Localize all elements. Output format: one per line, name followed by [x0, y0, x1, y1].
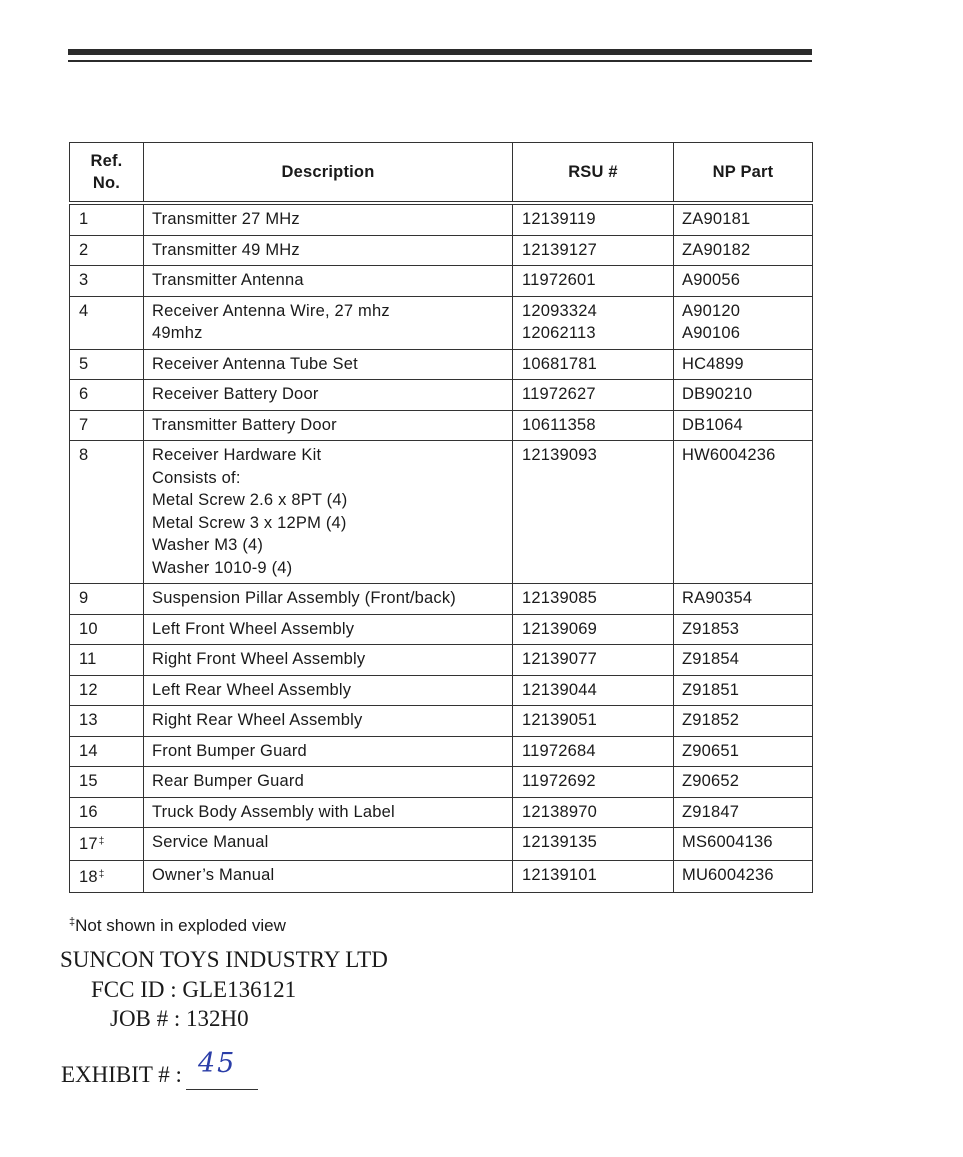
- table-row: [70, 860, 813, 893]
- row-description-line: Transmitter Antenna: [152, 271, 304, 289]
- row-rsu-number-line: 12062113: [522, 324, 596, 342]
- row-np-part-line: MS6004136: [682, 833, 773, 851]
- row-np-part-line: Z91854: [682, 650, 740, 668]
- ref-number: 18: [79, 867, 98, 886]
- row-description-line: 49mhz: [152, 324, 203, 342]
- row-description: [144, 797, 513, 828]
- row-description-line: Washer M3 (4): [152, 536, 264, 554]
- row-np-part: [674, 860, 813, 893]
- ref-number: 16: [79, 802, 98, 821]
- row-rsu-number: [513, 584, 674, 615]
- row-ref-no: [70, 296, 144, 349]
- header-rsu: RSU #: [513, 143, 674, 204]
- row-rsu-number: [513, 349, 674, 380]
- row-rsu-number-line: 10681781: [522, 354, 598, 373]
- row-description-line: Transmitter Battery Door: [152, 415, 337, 434]
- row-description: [144, 203, 513, 235]
- row-np-part-line: A90106: [682, 324, 741, 342]
- row-description-line: Front Bumper Guard: [152, 741, 307, 760]
- row-np-part: [674, 380, 813, 411]
- row-description-line: Left Rear Wheel Assembly: [152, 680, 352, 699]
- exhibit-label: EXHIBIT # :: [61, 1062, 182, 1087]
- row-rsu-number: [513, 797, 674, 828]
- row-description-line: Right Front Wheel Assembly: [152, 650, 366, 668]
- row-description: [144, 349, 513, 380]
- ref-number: 9: [79, 589, 89, 607]
- row-description: [144, 706, 513, 737]
- row-description-line: Washer 1010-9 (4): [152, 558, 293, 577]
- row-np-part-line: HC4899: [682, 354, 744, 373]
- row-description-line: Truck Body Assembly with Label: [152, 802, 395, 821]
- ref-number: 4: [79, 301, 89, 320]
- footnote: [69, 916, 286, 936]
- ref-number: 11: [79, 650, 97, 668]
- row-np-part: [674, 296, 813, 349]
- table-row: [70, 203, 813, 235]
- row-description-line: Service Manual: [152, 833, 269, 851]
- row-ref-no: [70, 380, 144, 411]
- row-np-part: [674, 645, 813, 676]
- row-rsu-number-line: 12093324: [522, 301, 598, 320]
- ref-number: 1: [79, 210, 89, 228]
- row-description-line: Receiver Antenna Wire, 27 mhz: [152, 301, 390, 320]
- row-np-part-line: Z91853: [682, 619, 740, 638]
- row-description-line: Left Front Wheel Assembly: [152, 619, 355, 638]
- row-np-part: [674, 349, 813, 380]
- row-ref-no: [70, 349, 144, 380]
- row-rsu-number-line: 12139127: [522, 240, 598, 259]
- parts-table-body: [70, 203, 813, 893]
- row-ref-no: [70, 410, 144, 441]
- row-ref-no: [70, 235, 144, 266]
- row-rsu-number: [513, 645, 674, 676]
- table-row: [70, 296, 813, 349]
- table-row: [70, 614, 813, 645]
- row-ref-no: [70, 767, 144, 798]
- stamp-job-number: JOB # : 132H0: [110, 1006, 249, 1031]
- row-description: [144, 736, 513, 767]
- footnote-text: Not shown in exploded view: [75, 916, 286, 935]
- row-description: [144, 860, 513, 893]
- row-description-line: Receiver Antenna Tube Set: [152, 354, 358, 373]
- table-row: [70, 441, 813, 584]
- row-ref-no: [70, 266, 144, 297]
- not-shown-marker: ‡: [98, 868, 105, 880]
- row-rsu-number: [513, 828, 674, 861]
- ref-number: 2: [79, 240, 89, 259]
- row-ref-no: [70, 828, 144, 861]
- ref-number: 6: [79, 385, 89, 403]
- row-np-part-line: A90120: [682, 301, 741, 320]
- row-rsu-number: [513, 441, 674, 584]
- row-rsu-number-line: 12138970: [522, 802, 598, 821]
- row-np-part-line: Z90651: [682, 741, 740, 760]
- row-ref-no: [70, 203, 144, 235]
- row-ref-no: [70, 645, 144, 676]
- header-rule-thick: [68, 49, 812, 55]
- row-description-line: Metal Screw 3 x 12PM (4): [152, 513, 347, 532]
- row-rsu-number: [513, 767, 674, 798]
- header-rule-thin: [68, 60, 812, 62]
- table-row: [70, 645, 813, 676]
- table-row: [70, 380, 813, 411]
- row-rsu-number-line: 12139069: [522, 619, 598, 638]
- table-row: [70, 266, 813, 297]
- row-description-line: Owner’s Manual: [152, 865, 275, 884]
- not-shown-marker: ‡: [98, 836, 105, 847]
- row-np-part: [674, 614, 813, 645]
- row-rsu-number-line: 12139119: [522, 210, 596, 228]
- row-np-part-line: Z90652: [682, 772, 740, 790]
- footnote-symbol: ‡: [69, 916, 76, 928]
- row-np-part-line: Z91852: [682, 711, 740, 729]
- row-rsu-number: [513, 706, 674, 737]
- row-np-part-line: Z91847: [682, 802, 740, 821]
- row-rsu-number: [513, 380, 674, 411]
- row-description-line: Consists of:: [152, 468, 241, 487]
- row-np-part-line: DB1064: [682, 415, 743, 434]
- table-row: [70, 767, 813, 798]
- ref-number: 13: [79, 711, 98, 729]
- row-rsu-number-line: 11972684: [522, 741, 596, 760]
- row-description: [144, 410, 513, 441]
- row-np-part: [674, 441, 813, 584]
- table-row: [70, 706, 813, 737]
- row-description: [144, 296, 513, 349]
- table-row: [70, 736, 813, 767]
- row-rsu-number: [513, 235, 674, 266]
- row-ref-no: [70, 614, 144, 645]
- exhibit-underline: [186, 1089, 258, 1091]
- exhibit-line: [61, 1048, 258, 1088]
- row-np-part-line: MU6004236: [682, 865, 774, 884]
- stamp-company-name: SUNCON TOYS INDUSTRY LTD: [60, 947, 388, 972]
- row-rsu-number-line: 11972601: [522, 271, 596, 289]
- parts-table: [69, 142, 813, 893]
- table-row: [70, 797, 813, 828]
- ref-number: 17: [79, 835, 98, 853]
- row-description-line: Metal Screw 2.6 x 8PT (4): [152, 491, 348, 509]
- row-description-line: Transmitter 49 MHz: [152, 240, 300, 259]
- row-description: [144, 380, 513, 411]
- row-rsu-number-line: 12139077: [522, 650, 598, 668]
- row-description-line: Right Rear Wheel Assembly: [152, 711, 363, 729]
- row-ref-no: [70, 736, 144, 767]
- row-np-part: [674, 203, 813, 235]
- ref-number: 7: [79, 415, 89, 434]
- row-description: [144, 675, 513, 706]
- ref-number: 8: [79, 446, 89, 464]
- row-np-part-line: RA90354: [682, 589, 753, 607]
- ref-number: 3: [79, 271, 89, 289]
- row-np-part: [674, 828, 813, 861]
- row-np-part: [674, 736, 813, 767]
- ref-number: 14: [79, 741, 98, 760]
- exhibit-handwritten-number: 45: [197, 1048, 237, 1079]
- row-description-line: Transmitter 27 MHz: [152, 210, 300, 228]
- header-np-part: NP Part: [674, 143, 813, 204]
- row-rsu-number-line: 10611358: [522, 415, 596, 434]
- row-rsu-number-line: 12139044: [522, 680, 598, 699]
- row-np-part-line: HW6004236: [682, 446, 776, 464]
- row-rsu-number-line: 11972627: [522, 385, 596, 403]
- row-rsu-number-line: 11972692: [522, 772, 596, 790]
- row-np-part: [674, 266, 813, 297]
- row-np-part: [674, 235, 813, 266]
- row-np-part: [674, 767, 813, 798]
- row-description-line: Receiver Battery Door: [152, 385, 319, 403]
- table-row: [70, 675, 813, 706]
- row-description: [144, 235, 513, 266]
- row-np-part-line: A90056: [682, 271, 741, 289]
- row-np-part: [674, 675, 813, 706]
- row-description: [144, 266, 513, 297]
- row-rsu-number: [513, 860, 674, 893]
- ref-number: 10: [79, 619, 98, 638]
- row-ref-no: [70, 706, 144, 737]
- row-np-part: [674, 410, 813, 441]
- row-np-part: [674, 706, 813, 737]
- row-description: [144, 584, 513, 615]
- row-np-part: [674, 584, 813, 615]
- row-rsu-number: [513, 736, 674, 767]
- header-ref-no: Ref. No.: [70, 143, 144, 204]
- row-rsu-number-line: 12139135: [522, 833, 598, 851]
- ref-number: 12: [79, 680, 98, 699]
- row-rsu-number-line: 12139093: [522, 446, 598, 464]
- row-description: [144, 767, 513, 798]
- row-rsu-number: [513, 266, 674, 297]
- row-np-part-line: ZA90181: [682, 210, 751, 228]
- table-row: [70, 349, 813, 380]
- row-description-line: Receiver Hardware Kit: [152, 446, 322, 464]
- row-rsu-number-line: 12139051: [522, 711, 598, 729]
- row-np-part-line: DB90210: [682, 385, 753, 403]
- table-row: [70, 235, 813, 266]
- row-ref-no: [70, 797, 144, 828]
- table-row: [70, 584, 813, 615]
- ref-number: 15: [79, 772, 98, 790]
- row-rsu-number: [513, 203, 674, 235]
- parts-table-header-row: [70, 143, 813, 204]
- row-description: [144, 645, 513, 676]
- row-rsu-number: [513, 675, 674, 706]
- company-stamp: [60, 945, 388, 1034]
- row-ref-no: [70, 860, 144, 893]
- table-row: [70, 410, 813, 441]
- row-ref-no: [70, 584, 144, 615]
- row-description: [144, 441, 513, 584]
- row-rsu-number: [513, 410, 674, 441]
- row-rsu-number-line: 12139101: [522, 865, 598, 884]
- row-np-part-line: ZA90182: [682, 240, 751, 259]
- exhibit-blank: [186, 1048, 258, 1088]
- row-np-part: [674, 797, 813, 828]
- row-ref-no: [70, 675, 144, 706]
- row-ref-no: [70, 441, 144, 584]
- row-rsu-number: [513, 296, 674, 349]
- row-rsu-number: [513, 614, 674, 645]
- header-description: Description: [144, 143, 513, 204]
- ref-number: 5: [79, 354, 89, 373]
- table-row: [70, 828, 813, 861]
- stamp-fcc-id: FCC ID : GLE136121: [91, 976, 297, 1002]
- row-rsu-number-line: 12139085: [522, 589, 598, 607]
- row-description-line: Rear Bumper Guard: [152, 772, 304, 790]
- row-description: [144, 614, 513, 645]
- row-description-line: Suspension Pillar Assembly (Front/back): [152, 589, 457, 607]
- row-np-part-line: Z91851: [682, 680, 740, 699]
- row-description: [144, 828, 513, 861]
